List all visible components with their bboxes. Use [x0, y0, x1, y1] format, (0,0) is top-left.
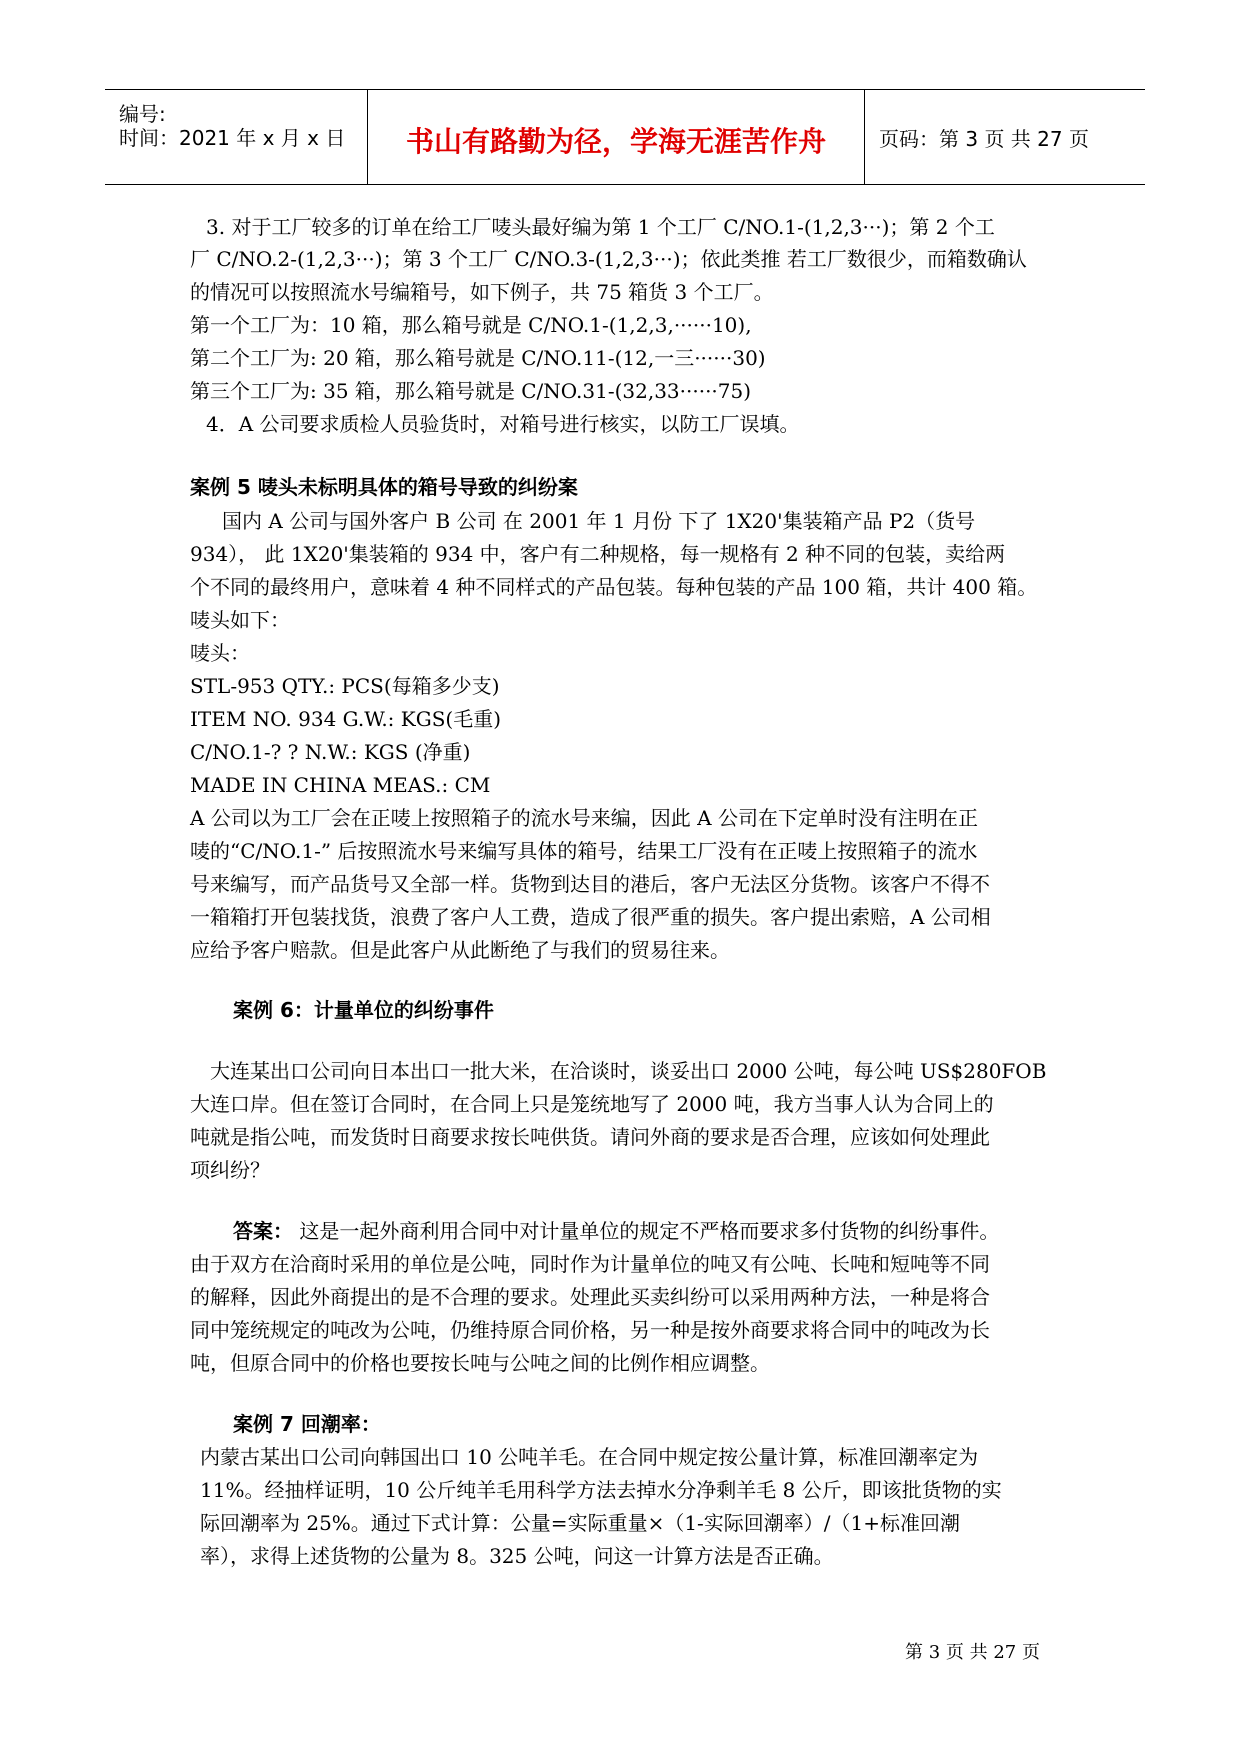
case6-answer-line: 吨，但原合同中的价格也要按长吨与公吨之间的比例作相应调整。: [190, 1351, 770, 1375]
case5-line: 个不同的最终用户，意味着 4 种不同样式的产品包装。每种包装的产品 100 箱，共计 400 箱。: [190, 575, 1038, 599]
case7-line: 际回潮率为 25%。通过下式计算：公量=实际重量×（1-实际回潮率）/（1+标准回潮: [200, 1511, 961, 1535]
paragraph-line: 4．A 公司要求质检人员验货时，对箱号进行核实，以防工厂误填。: [206, 412, 800, 436]
case6-question-line: 项纠纷？: [190, 1158, 270, 1182]
case5-line: 应给予客户赔款。但是此客户从此断绝了与我们的贸易往来。: [190, 938, 730, 962]
header-motto-cell: [368, 90, 865, 184]
case7-line: 内蒙古某出口公司向韩国出口 10 公吨羊毛。在合同中规定按公量计算，标准回潮率定为: [200, 1445, 979, 1469]
paragraph-line: 第一个工厂为：10 箱，那么箱号就是 C/NO.1-(1,2,3,······10),: [190, 313, 752, 337]
case6-answer-line: 由于双方在洽商时采用的单位是公吨，同时作为计量单位的吨又有公吨、长吨和短吨等不同: [190, 1252, 990, 1276]
paragraph-line: 第三个工厂为: 35 箱，那么箱号就是 C/NO.31-(32,33······75): [190, 379, 752, 403]
time-label: 时间：2021 年 x 月 x 日: [119, 126, 346, 150]
answer-text: 这是一起外商利用合同中对计量单位的规定不严格而要求多付货物的纠纷事件。: [293, 1219, 1000, 1243]
case6-question-line: 大连某出口公司向日本出口一批大米，在洽谈时，谈妥出口 2000 公吨，每公吨 US$280FOB: [210, 1059, 1047, 1083]
shipping-mark-line: ITEM NO. 934 G.W.: KGS(毛重): [190, 707, 502, 731]
case6-answer-line: 同中笼统规定的吨改为公吨，仍维持原合同价格，另一种是按外商要求将合同中的吨改为长: [190, 1318, 990, 1342]
paragraph-line: 3. 对于工厂较多的订单在给工厂唛头最好编为第 1 个工厂 C/NO.1-(1,2,3···)；第 2 个工: [206, 215, 995, 239]
paragraph-line: 第二个工厂为: 20 箱，那么箱号就是 C/NO.11-(12,一三······30): [190, 346, 766, 370]
header-page-cell: [865, 90, 1145, 184]
number-label: 编号:: [119, 102, 166, 126]
answer-label: 答案：: [233, 1219, 293, 1243]
case5-line: A 公司以为工厂会在正唛上按照箱子的流水号来编，因此 A 公司在下定单时没有注明在正: [190, 806, 978, 830]
case7-line: 率），求得上述货物的公量为 8。325 公吨，问这一计算方法是否正确。: [200, 1544, 834, 1568]
case7-title: 案例 7 回潮率：: [233, 1412, 381, 1436]
case5-line: 唛头如下：: [190, 608, 290, 632]
motto: 书山有路勤为径，学海无涯苦作舟: [405, 125, 826, 158]
case6-question-line: 大连口岸。但在签订合同时，在合同上只是笼统地写了 2000 吨，我方当事人认为合同上的: [190, 1092, 994, 1116]
case5-line: 934）， 此 1X20'集装箱的 934 中，客户有二种规格，每一规格有 2 种不同的包装，卖给两: [190, 542, 1006, 566]
shipping-mark-line: C/NO.1-? ? N.W.: KGS (净重): [190, 740, 471, 764]
page-footer: 第 3 页 共 27 页: [905, 1642, 1040, 1663]
header-meta-cell: [105, 90, 368, 184]
case5-line: 唛头：: [190, 641, 250, 665]
case6-title: 案例 6：计量单位的纠纷事件: [233, 998, 494, 1022]
case6-question-line: 吨就是指公吨，而发货时日商要求按长吨供货。请问外商的要求是否合理，应该如何处理此: [190, 1125, 990, 1149]
case5-line: 唛的“C/NO.1-” 后按照流水号来编写具体的箱号，结果工厂没有在正唛上按照箱子的流水: [190, 839, 978, 863]
case6-answer-line: [233, 1218, 999, 1244]
shipping-mark-line: STL-953 QTY.: PCS(每箱多少支): [190, 674, 500, 698]
shipping-mark-line: MADE IN CHINA MEAS.: CM: [190, 773, 491, 797]
paragraph-line: 厂 C/NO.2-(1,2,3···)；第 3 个工厂 C/NO.3-(1,2,3···)；依此类推 若工厂数很少，而箱数确认: [190, 247, 1027, 271]
case5-line: 号来编写，而产品货号又全部一样。货物到达目的港后，客户无法区分货物。该客户不得不: [190, 872, 990, 896]
page-info: 页码：第 3 页 共 27 页: [879, 127, 1089, 151]
paragraph-line: 的情况可以按照流水号编箱号，如下例子，共 75 箱货 3 个工厂。: [190, 280, 774, 304]
case5-title: 案例 5 唛头未标明具体的箱号导致的纠纷案: [190, 475, 578, 499]
case5-line: 一箱箱打开包装找货，浪费了客户人工费，造成了很严重的损失。客户提出索赔，A 公司相: [190, 905, 991, 929]
case5-line: 国内 A 公司与国外客户 B 公司 在 2001 年 1 月份 下了 1X20'集装箱产品 P2（货号: [222, 509, 976, 533]
case7-line: 11%。经抽样证明，10 公斤纯羊毛用科学方法去掉水分净剩羊毛 8 公斤，即该批货物的实: [200, 1478, 1002, 1502]
document-header: [105, 89, 1145, 185]
case6-answer-line: 的解释，因此外商提出的是不合理的要求。处理此买卖纠纷可以采用两种方法，一种是将合: [190, 1285, 990, 1309]
